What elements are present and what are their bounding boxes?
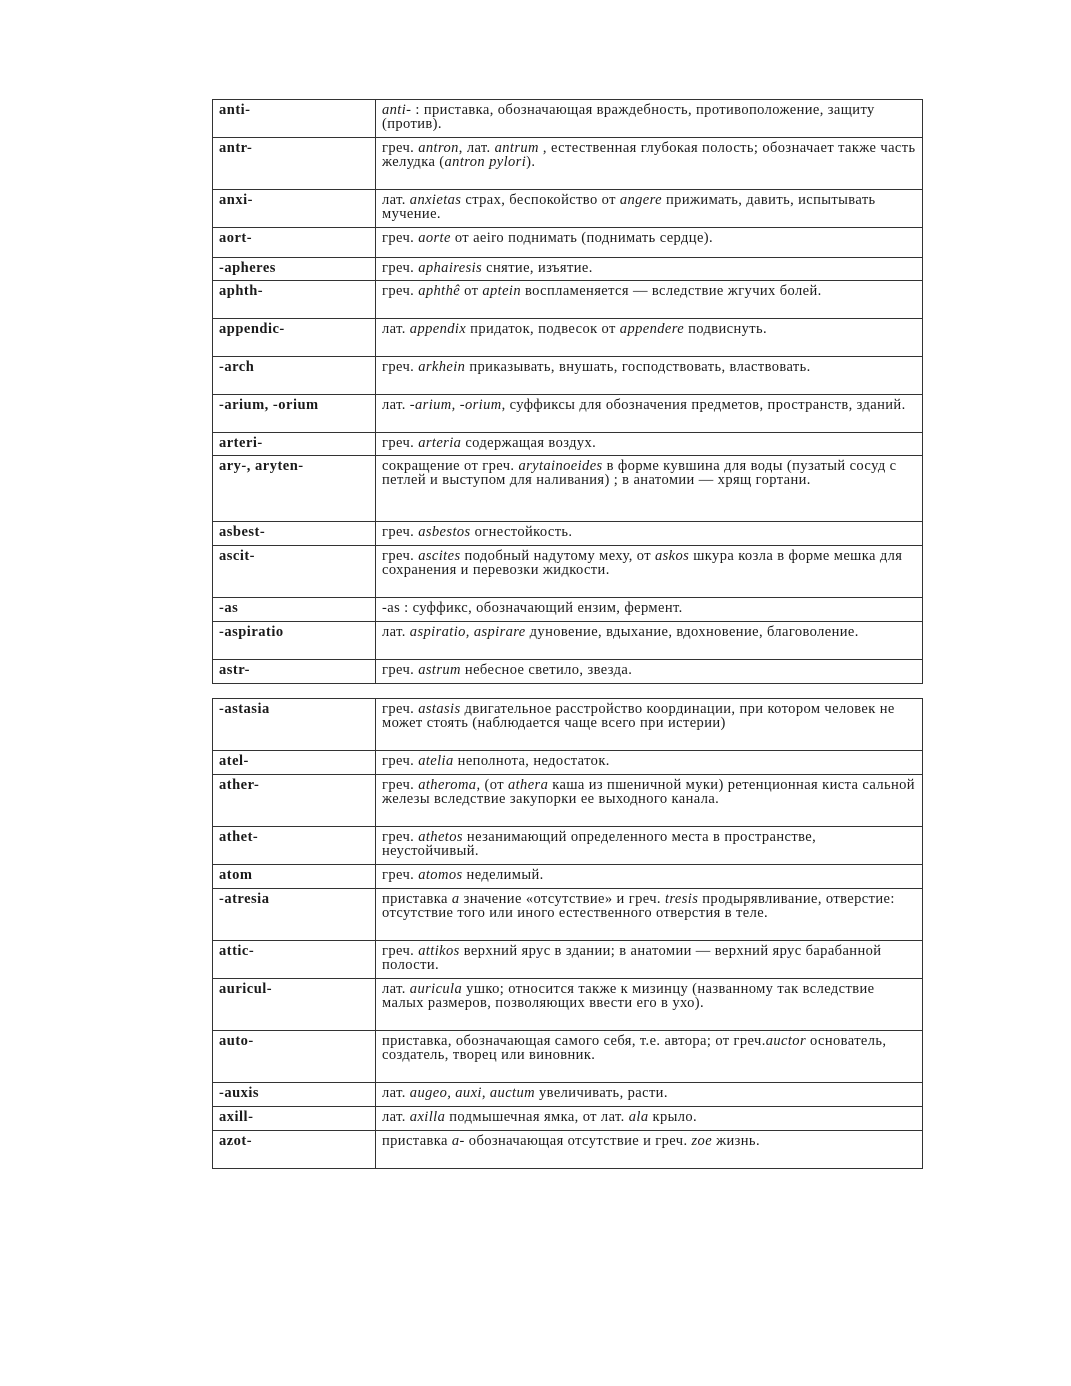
definition-text: , лат. <box>458 140 495 156</box>
definition-text: воспламеняется — вследствие жгучих болей. <box>521 283 822 299</box>
definition-text: содержащая воздух. <box>461 435 597 451</box>
definition-text: придаток, подвесок от <box>466 321 620 337</box>
definition-cell <box>376 699 923 751</box>
table-row <box>213 433 923 456</box>
term-cell: ary-, aryten- <box>213 456 376 522</box>
definition-text: греч. <box>382 548 419 564</box>
definition-text: снятие, изъятие. <box>482 260 593 276</box>
definition-text: греч. <box>382 662 419 678</box>
table-row <box>213 281 923 319</box>
definition-text: небесное светило, звезда. <box>460 662 633 678</box>
definition-text: греч. <box>382 359 419 375</box>
table-row <box>213 865 923 889</box>
term-cell: auto- <box>213 1031 376 1083</box>
definition-cell <box>376 281 923 319</box>
term-cell: -arium, -orium <box>213 395 376 433</box>
term-cell: athet- <box>213 827 376 865</box>
definition-text: греч. <box>382 753 419 769</box>
definition-italic-text: auricula <box>409 981 463 997</box>
definition-italic-text: appendix <box>409 321 467 337</box>
definition-italic-text: atomos <box>418 867 463 883</box>
term-cell: -astasia <box>213 699 376 751</box>
definition-italic-text: aphthê <box>418 283 461 299</box>
definition-cell <box>376 456 923 522</box>
term-cell: auricul- <box>213 979 376 1031</box>
definition-cell <box>376 979 923 1031</box>
definition-italic-text: arytainoeides <box>518 458 603 474</box>
table-row <box>213 1107 923 1131</box>
table-row <box>213 1131 923 1169</box>
definition-cell <box>376 598 923 622</box>
definition-text: , суффиксы для обозначения предметов, пространств, зданий. <box>501 397 906 413</box>
definition-cell <box>376 546 923 598</box>
table-row <box>213 1031 923 1083</box>
definition-cell <box>376 889 923 941</box>
definition-cell <box>376 522 923 546</box>
definition-italic-text: ala <box>628 1109 649 1125</box>
definition-cell <box>376 319 923 357</box>
term-cell: anxi- <box>213 190 376 228</box>
term-cell: attic- <box>213 941 376 979</box>
table-row <box>213 522 923 546</box>
definition-text: греч. <box>382 260 419 276</box>
definition-text: незанимающий определенного места в пространстве, неустойчивый. <box>382 829 817 859</box>
definition-text: каша из пшеничной муки) ретенционная киста сальной железы вследствие закупорки ее выходного канала. <box>382 777 915 807</box>
definition-italic-text: aptein <box>482 283 521 299</box>
definition-cell <box>376 1083 923 1107</box>
table-row <box>213 546 923 598</box>
table-row <box>213 775 923 827</box>
definition-text: основатель, создатель, творец или виновник. <box>382 1033 887 1063</box>
definition-text: греч. <box>382 829 419 845</box>
definition-text: сокращение от греч. <box>382 458 519 474</box>
definition-text: приставка <box>382 1133 452 1149</box>
term-cell: aphth- <box>213 281 376 319</box>
definition-cell <box>376 258 923 281</box>
definition-italic-text: athera <box>507 777 549 793</box>
definition-text: лат. <box>382 624 410 640</box>
definition-text: крыло. <box>648 1109 698 1125</box>
definition-italic-text: astrum <box>418 662 461 678</box>
definition-cell <box>376 395 923 433</box>
glossary-table-body <box>213 100 923 684</box>
term-cell: ather- <box>213 775 376 827</box>
term-cell: -as <box>213 598 376 622</box>
definition-text: прижимать, давить, испытывать мучение. <box>382 192 876 222</box>
table-row <box>213 889 923 941</box>
term-cell: -apheres <box>213 258 376 281</box>
definition-cell <box>376 433 923 456</box>
table-row <box>213 258 923 281</box>
definition-italic-text: appendere <box>619 321 685 337</box>
table-row <box>213 1083 923 1107</box>
definition-cell <box>376 1131 923 1169</box>
definition-italic-text: anxietas <box>409 192 462 208</box>
definition-text: греч. <box>382 140 419 156</box>
table-row <box>213 941 923 979</box>
term-cell: anti- <box>213 100 376 138</box>
term-cell: azot- <box>213 1131 376 1169</box>
table-row <box>213 138 923 190</box>
definition-cell <box>376 138 923 190</box>
definition-cell <box>376 775 923 827</box>
definition-italic-text: aorte <box>418 230 451 246</box>
term-cell: arteri- <box>213 433 376 456</box>
definition-text: в форме кувшина для воды (пузатый сосуд с петлей и выступом для наливания) ; в анатомии — хрящ гортани. <box>382 458 897 488</box>
term-cell: ascit- <box>213 546 376 598</box>
definition-italic-text: zoe <box>691 1133 713 1149</box>
definition-cell <box>376 660 923 684</box>
definition-text: жизнь. <box>712 1133 760 1149</box>
definition-italic-text: athetos <box>418 829 463 845</box>
definition-text: греч. <box>382 867 419 883</box>
term-cell: axill- <box>213 1107 376 1131</box>
table-row <box>213 827 923 865</box>
definition-italic-text: antrum <box>494 140 539 156</box>
table-row <box>213 456 923 522</box>
definition-text: лат. <box>382 192 410 208</box>
definition-italic-text: arkhein <box>418 359 466 375</box>
definition-text: лат. <box>382 397 410 413</box>
definition-text: подвиснуть. <box>684 321 768 337</box>
term-cell: atel- <box>213 751 376 775</box>
definition-text: греч. <box>382 777 419 793</box>
definition-cell <box>376 357 923 395</box>
definition-text: греч. <box>382 524 419 540</box>
table-row <box>213 622 923 660</box>
definition-cell <box>376 827 923 865</box>
definition-text: приказывать, внушать, господствовать, властвовать. <box>465 359 811 375</box>
definition-cell <box>376 100 923 138</box>
definition-text: -as : суффикс, обозначающий ензим, фермент. <box>382 600 683 616</box>
term-cell: aort- <box>213 228 376 258</box>
definition-italic-text: antron pylori <box>444 153 527 170</box>
table-row <box>213 660 923 684</box>
definition-text: ушко; относится также к мизинцу (названному так вследствие малых размеров, позволяющих ввести его в ухо). <box>382 981 875 1011</box>
glossary-table-body <box>213 699 923 1169</box>
table-row <box>213 751 923 775</box>
term-cell: antr- <box>213 138 376 190</box>
definition-text: греч. <box>382 230 419 246</box>
table-row <box>213 190 923 228</box>
definition-italic-text: tresis <box>664 891 699 907</box>
definition-italic-text: atelia <box>418 753 454 769</box>
definition-italic-text: a <box>451 891 460 907</box>
definition-text: лат. <box>382 981 410 997</box>
table-row <box>213 979 923 1031</box>
definition-text: верхний ярус в здании; в анатомии — верхний ярус барабанной полости. <box>382 943 882 973</box>
definition-text: двигательное расстройство координации, при котором человек не может стоять (наблюдается чаще всего при истерии) <box>382 701 895 731</box>
definition-text: обозначающая отсутствие и греч. <box>464 1133 692 1149</box>
definition-text: неделимый. <box>462 867 544 883</box>
definition-text: , (от <box>476 777 508 793</box>
glossary-table-1 <box>212 99 923 684</box>
term-cell: astr- <box>213 660 376 684</box>
definition-text: неполнота, недостаток. <box>453 753 610 769</box>
term-cell: appendic- <box>213 319 376 357</box>
definition-cell <box>376 190 923 228</box>
definition-text: : приставка, обозначающая враждебность, противоположение, защиту (против). <box>382 102 875 132</box>
term-cell: asbest- <box>213 522 376 546</box>
definition-text: лат. <box>382 1085 410 1101</box>
definition-text: приставка, обозначающая самого себя, т.е. автора; от греч. <box>382 1033 766 1049</box>
definition-cell <box>376 865 923 889</box>
definition-text: подмышечная ямка, от лат. <box>445 1109 629 1125</box>
definition-text: шкура козла в форме мешка для сохранения и перевозки жидкости. <box>382 548 903 578</box>
definition-text: ). <box>526 153 536 170</box>
definition-cell <box>376 1107 923 1131</box>
table-row <box>213 598 923 622</box>
table-row <box>213 357 923 395</box>
definition-italic-text: axilla <box>409 1109 446 1125</box>
definition-italic-text: attikos <box>418 943 460 959</box>
definition-italic-text: -arium, -orium <box>409 397 502 413</box>
definition-italic-text: a- <box>451 1133 465 1149</box>
definition-cell <box>376 228 923 258</box>
definition-italic-text: anti- <box>382 102 412 118</box>
term-cell: -atresia <box>213 889 376 941</box>
definition-text: от <box>460 283 483 299</box>
term-cell: -arch <box>213 357 376 395</box>
table-row <box>213 699 923 751</box>
definition-text: приставка <box>382 891 452 907</box>
definition-text: продырявливание, отверстие: отсутствие того или иного естественного отверстия в теле. <box>382 891 895 921</box>
table-row <box>213 228 923 258</box>
definition-italic-text: atheroma <box>418 777 477 793</box>
definition-text: дуновение, вдыхание, вдохновение, благоволение. <box>525 624 859 640</box>
definition-text: подобный надутому меху, от <box>460 548 655 564</box>
definition-italic-text: antron <box>418 140 459 156</box>
definition-text: увеличивать, расти. <box>534 1085 668 1101</box>
definition-text: страх, беспокойство от <box>461 192 620 208</box>
definition-text: греч. <box>382 701 419 717</box>
glossary-table-2 <box>212 698 923 1169</box>
definition-cell <box>376 941 923 979</box>
definition-text: огнестойкость. <box>470 524 573 540</box>
definition-italic-text: ascites <box>418 548 461 564</box>
definition-italic-text: astasis <box>418 701 461 717</box>
definition-italic-text: aphairesis <box>418 260 483 276</box>
definition-italic-text: auctor <box>765 1033 806 1049</box>
term-cell: -aspiratio <box>213 622 376 660</box>
definition-italic-text: arteria <box>418 435 462 451</box>
definition-text: , естественная глубокая полость; обозначает также часть желудка ( <box>382 140 916 170</box>
table-row <box>213 100 923 138</box>
definition-italic-text: augeo, auxi, auctum <box>409 1085 535 1101</box>
definition-cell <box>376 751 923 775</box>
definition-italic-text: aspiratio, aspirare <box>409 624 526 640</box>
definition-cell <box>376 622 923 660</box>
table-row <box>213 319 923 357</box>
definition-cell <box>376 1031 923 1083</box>
definition-text: греч. <box>382 283 419 299</box>
term-cell: -auxis <box>213 1083 376 1107</box>
table-row <box>213 395 923 433</box>
definition-text: лат. <box>382 321 410 337</box>
term-cell: atom <box>213 865 376 889</box>
definition-italic-text: askos <box>654 548 690 564</box>
definition-text: лат. <box>382 1109 410 1125</box>
definition-italic-text: angere <box>619 192 662 208</box>
definition-text: греч. <box>382 943 419 959</box>
definition-italic-text: asbestos <box>418 524 471 540</box>
definition-text: греч. <box>382 435 419 451</box>
definition-text: значение «отсутствие» и греч. <box>459 891 665 907</box>
definition-text: от aeiro поднимать (поднимать сердце). <box>450 230 714 246</box>
